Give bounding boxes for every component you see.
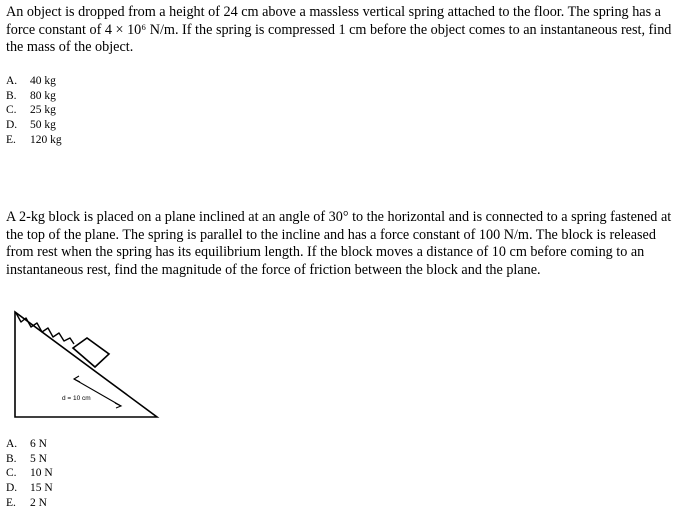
choice-letter: D. xyxy=(6,119,18,132)
choice-text: 5 N xyxy=(30,452,47,465)
choice-d xyxy=(6,118,62,133)
choice-b xyxy=(6,452,53,467)
spring xyxy=(16,313,74,344)
arrow-head-start xyxy=(74,376,80,382)
choice-text: 120 kg xyxy=(30,133,62,146)
choice-c xyxy=(6,466,53,481)
choice-e xyxy=(6,133,62,148)
choice-b xyxy=(6,89,62,104)
choice-e xyxy=(6,496,53,511)
block xyxy=(73,338,109,367)
choice-letter: E. xyxy=(6,133,16,146)
choice-text: 2 N xyxy=(30,496,47,509)
choice-letter: C. xyxy=(6,467,17,480)
choice-letter: A. xyxy=(6,438,18,450)
choice-letter: E. xyxy=(6,496,16,509)
choice-letter: D. xyxy=(6,482,18,495)
choice-text: 50 kg xyxy=(30,119,56,132)
choice-letter: B. xyxy=(6,89,17,102)
incline-diagram xyxy=(6,300,166,425)
question-2-choices xyxy=(6,437,53,511)
choice-text: 80 kg xyxy=(30,89,56,102)
choice-a xyxy=(6,74,62,89)
choice-c xyxy=(6,103,62,118)
question-2-text: A 2-kg block is placed on a plane inclined at an angle of 30° to the horizontal and is connected to a spring fastened at the top of the plane. The spring is parallel to the incline and has a force constant of 100 N/m. The block is released from rest when the spring has its equilibrium length. If the block moves a distance of 10 cm before coming to an instantaneous rest, find the magnitude of the force of friction between the block and the plane. xyxy=(6,209,672,278)
distance-label: d = 10 cm xyxy=(62,395,91,402)
choice-text: 10 N xyxy=(30,467,53,480)
choice-a xyxy=(6,437,53,452)
choice-letter: C. xyxy=(6,104,17,117)
choice-d xyxy=(6,481,53,496)
choice-letter: A. xyxy=(6,75,18,87)
question-1-choices xyxy=(6,74,62,148)
choice-text: 25 kg xyxy=(30,104,56,117)
choice-text: 6 N xyxy=(30,438,47,450)
choice-text: 15 N xyxy=(30,482,53,495)
question-1-text: An object is dropped from a height of 24 cm above a massless vertical spring attached to the floor. The spring has a force constant of 4 × 10⁶ N/m. If the spring is compressed 1 cm before the object comes to an instantaneous rest, find the mass of the object. xyxy=(6,4,672,56)
choice-letter: B. xyxy=(6,452,17,465)
choice-text: 40 kg xyxy=(30,75,56,87)
